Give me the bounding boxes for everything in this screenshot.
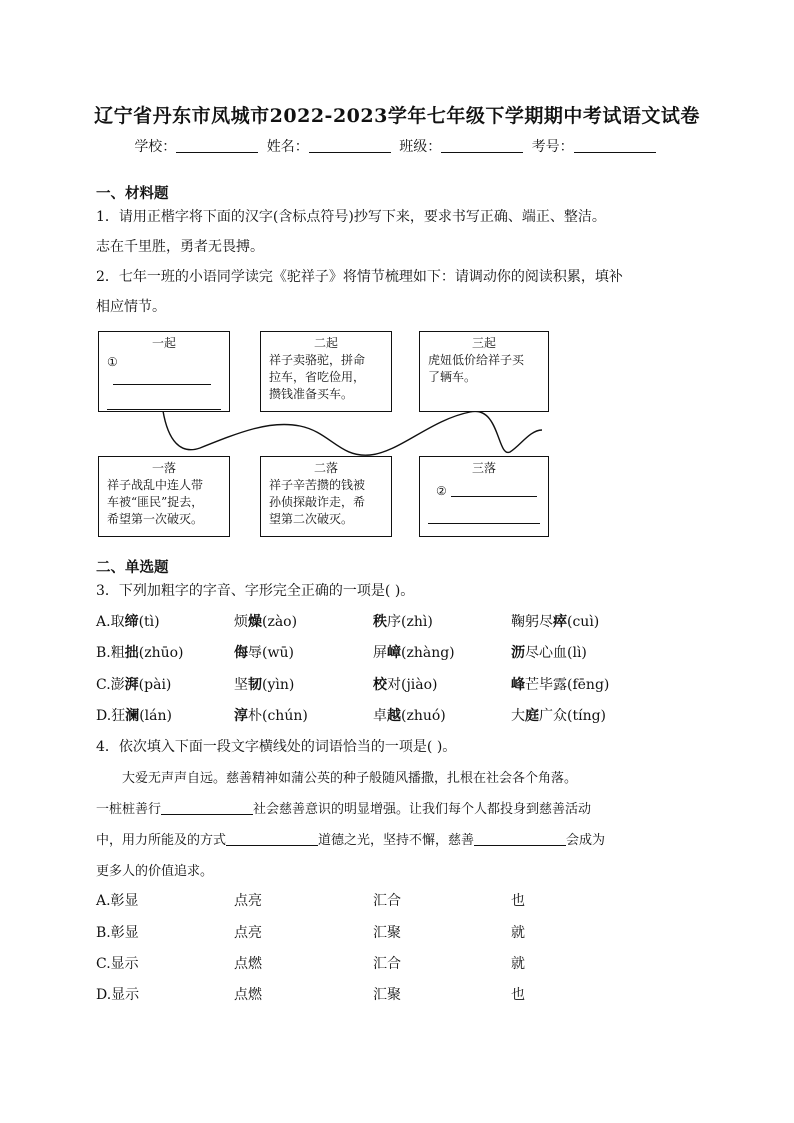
q3-option-d-item-1 xyxy=(96,705,172,725)
number-label: 考号： xyxy=(531,139,574,155)
plot-box-fall-2 xyxy=(260,456,392,537)
q4-option-word: 汇合 xyxy=(373,893,401,909)
q4-option-word: 也 xyxy=(511,893,525,909)
q4-option-1[interactable]: A.彰显 xyxy=(96,893,139,909)
box-text: 攒钱准备买车。 xyxy=(269,387,354,401)
option-letter[interactable]: A. xyxy=(96,614,111,630)
q4-option-word: 汇合 xyxy=(373,956,401,972)
box-text: 孙侦探敲诈走，希 xyxy=(269,495,366,509)
class-label: 班级： xyxy=(399,139,442,155)
q4-option-word: 就 xyxy=(511,956,525,972)
q3-option-d-item-2 xyxy=(234,705,308,725)
option-text: 烦 xyxy=(234,614,248,630)
box-head: 三落 xyxy=(471,461,496,475)
bold-character: 越 xyxy=(387,708,401,724)
bold-character: 庭 xyxy=(525,708,539,724)
question-4: 4．依次填入下面一段文字横线处的词语恰当的一项是( )。 xyxy=(96,739,457,755)
q4-option-3[interactable]: C.显示 xyxy=(96,956,139,972)
box-text: 祥子战乱中连人带 xyxy=(107,478,204,492)
fill-blank-1[interactable] xyxy=(161,801,253,815)
option-text: 序(zhì) xyxy=(387,614,433,630)
option-text: (yìn) xyxy=(262,677,295,693)
bold-character: 燥 xyxy=(248,614,262,630)
q4-paragraph-line4: 更多人的价值追求。 xyxy=(96,864,214,879)
bold-character: 拙 xyxy=(124,645,139,661)
box-text: 了辆车。 xyxy=(428,370,477,384)
question-3: 3．下列加粗字的字音、字形完全正确的一项是( )。 xyxy=(96,583,415,599)
q3-option-c-item-1 xyxy=(96,674,171,694)
q3-option-a-item-4 xyxy=(511,611,599,631)
answer-blank-2b[interactable] xyxy=(428,511,540,524)
bold-character: 侮 xyxy=(234,645,248,661)
q4-paragraph-line1: 大爱无声声自远。慈善精神如蒲公英的种子般随风播撒，扎根在社会各个角落。 xyxy=(122,771,578,786)
bold-character: 峰 xyxy=(511,677,525,693)
q4-option-2[interactable]: B.彰显 xyxy=(96,925,139,941)
option-text: 尽心血(lì) xyxy=(525,645,587,661)
box-head: 二落 xyxy=(313,461,338,475)
option-text: 粗 xyxy=(110,645,125,661)
page-title: 辽宁省丹东市凤城市2022-2023学年七年级下学期期中考试语文试卷 xyxy=(94,105,700,127)
box-text: 虎妞低价给祥子买 xyxy=(428,353,525,367)
option-text: (zhūo) xyxy=(138,645,184,661)
plot-box-fall-1 xyxy=(98,456,230,537)
option-letter[interactable]: D. xyxy=(96,708,112,724)
option-text: 狂 xyxy=(111,708,126,724)
marker-1: ① xyxy=(107,355,118,369)
option-text: 鞠躬尽 xyxy=(511,614,553,630)
q3-option-c-item-2 xyxy=(234,674,294,694)
q3-option-c-item-4 xyxy=(511,674,609,694)
q3-option-a-item-2 xyxy=(234,611,297,631)
q4-option-word: 汇聚 xyxy=(373,925,401,941)
answer-blank-1[interactable] xyxy=(113,372,211,385)
bold-character: 秩 xyxy=(373,614,387,630)
option-text: 广众(tíng) xyxy=(539,708,607,724)
q4-paragraph-line3 xyxy=(96,829,696,848)
option-letter[interactable]: B. xyxy=(96,645,111,661)
q3-option-a-item-3 xyxy=(373,611,433,631)
option-text: 朴(chún) xyxy=(248,708,308,724)
q4-option-4[interactable]: D.显示 xyxy=(96,987,140,1003)
q4-option-word: 也 xyxy=(511,987,525,1003)
box-text: 望第二次破灭。 xyxy=(269,512,354,526)
q3-option-d-item-4 xyxy=(511,705,606,725)
q3-option-c-item-3 xyxy=(373,674,438,694)
option-text: 大 xyxy=(511,708,525,724)
bold-character: 瘁 xyxy=(553,614,567,630)
marker-2: ② xyxy=(436,484,447,498)
name-label: 姓名： xyxy=(266,139,309,155)
box-text: 希望第一次破灭。 xyxy=(107,512,204,526)
question-2-line2: 相应情节。 xyxy=(96,299,166,315)
fill-blank-3[interactable] xyxy=(474,832,566,846)
plot-box-rise-3 xyxy=(419,331,549,412)
plot-box-rise-1 xyxy=(98,331,230,412)
bold-character: 沥 xyxy=(511,645,525,661)
option-text: (cuì) xyxy=(567,614,600,630)
q4-option-word: 点亮 xyxy=(234,925,262,941)
question-1: 1．请用正楷字将下面的汉字(含标点符号)抄写下来，要求书写正确、端正、整洁。 xyxy=(96,209,606,225)
box-head: 二起 xyxy=(313,336,338,350)
option-text: 取 xyxy=(110,614,125,630)
option-text: 坚 xyxy=(234,677,248,693)
box-head: 一起 xyxy=(151,336,176,350)
bold-character: 澜 xyxy=(125,708,140,724)
q4-option-word: 点亮 xyxy=(234,893,262,909)
q4-option-word: 点燃 xyxy=(234,987,262,1003)
option-letter[interactable]: C. xyxy=(96,677,111,693)
option-text: 卓 xyxy=(373,708,387,724)
q3-option-b-item-1 xyxy=(96,642,184,662)
bold-character: 缔 xyxy=(124,614,139,630)
q4-paragraph-line2 xyxy=(96,798,696,817)
bold-character: 韧 xyxy=(248,677,262,693)
box-text: 拉车，省吃俭用， xyxy=(269,370,366,384)
box-text: 祥子辛苦攒的钱被 xyxy=(269,478,366,492)
q4-option-word: 点燃 xyxy=(234,956,262,972)
question-2-line1: 2．七年一班的小语同学读完《驼祥子》将情节梳理如下：请调动你的阅读积累，填补 xyxy=(96,269,623,285)
box-text: 车被“匪民”捉去， xyxy=(107,495,204,509)
question-1-text: 志在千里胜，勇者无畏搏。 xyxy=(96,239,264,255)
bold-character: 淳 xyxy=(234,708,248,724)
para-text: 社会慈善意识的明显增强。让我们每个人都投身到慈善活动 xyxy=(253,802,592,817)
q3-option-d-item-3 xyxy=(373,705,446,725)
q4-option-word: 汇聚 xyxy=(373,987,401,1003)
para-text: 会成为 xyxy=(566,833,606,848)
option-text: 辱(wū) xyxy=(248,645,294,661)
option-text: 屏 xyxy=(373,645,387,661)
option-text: 芒毕露(fēng) xyxy=(525,677,610,693)
option-text: (pài) xyxy=(138,677,172,693)
q3-option-b-item-4 xyxy=(511,642,587,662)
school-label: 学校： xyxy=(134,139,177,155)
box-head: 一落 xyxy=(151,461,176,475)
fill-blank-2[interactable] xyxy=(226,832,318,846)
section-heading-1: 一、材料题 xyxy=(96,185,169,202)
option-text: (lán) xyxy=(139,708,172,724)
para-text: 中，用力所能及的方式 xyxy=(96,833,227,848)
q4-option-word: 就 xyxy=(511,925,525,941)
option-text: 对(jiào) xyxy=(387,677,438,693)
q3-option-b-item-2 xyxy=(234,642,294,662)
para-text: 道德之光，坚持不懈，慈善 xyxy=(318,833,475,848)
option-text: (zhuó) xyxy=(401,708,446,724)
bold-character: 校 xyxy=(373,677,387,693)
box-text: 祥子卖骆驼，拼命 xyxy=(269,353,366,367)
option-text: (zhàng) xyxy=(401,645,455,661)
q3-option-b-item-3 xyxy=(373,642,455,662)
answer-blank-2[interactable] xyxy=(451,484,537,497)
section-heading-2: 二、单选题 xyxy=(96,559,169,576)
bold-character: 嶂 xyxy=(387,645,401,661)
para-text: 一桩桩善行 xyxy=(96,802,162,817)
option-text: (tì) xyxy=(138,614,160,630)
option-text: (zào) xyxy=(262,614,298,630)
plot-box-fall-3 xyxy=(419,456,549,537)
bold-character: 湃 xyxy=(124,677,139,693)
plot-box-rise-2 xyxy=(260,331,392,412)
q3-option-a-item-1 xyxy=(96,611,160,631)
option-text: 澎 xyxy=(110,677,125,693)
box-head: 三起 xyxy=(471,336,496,350)
answer-blank-1b[interactable] xyxy=(107,397,221,410)
